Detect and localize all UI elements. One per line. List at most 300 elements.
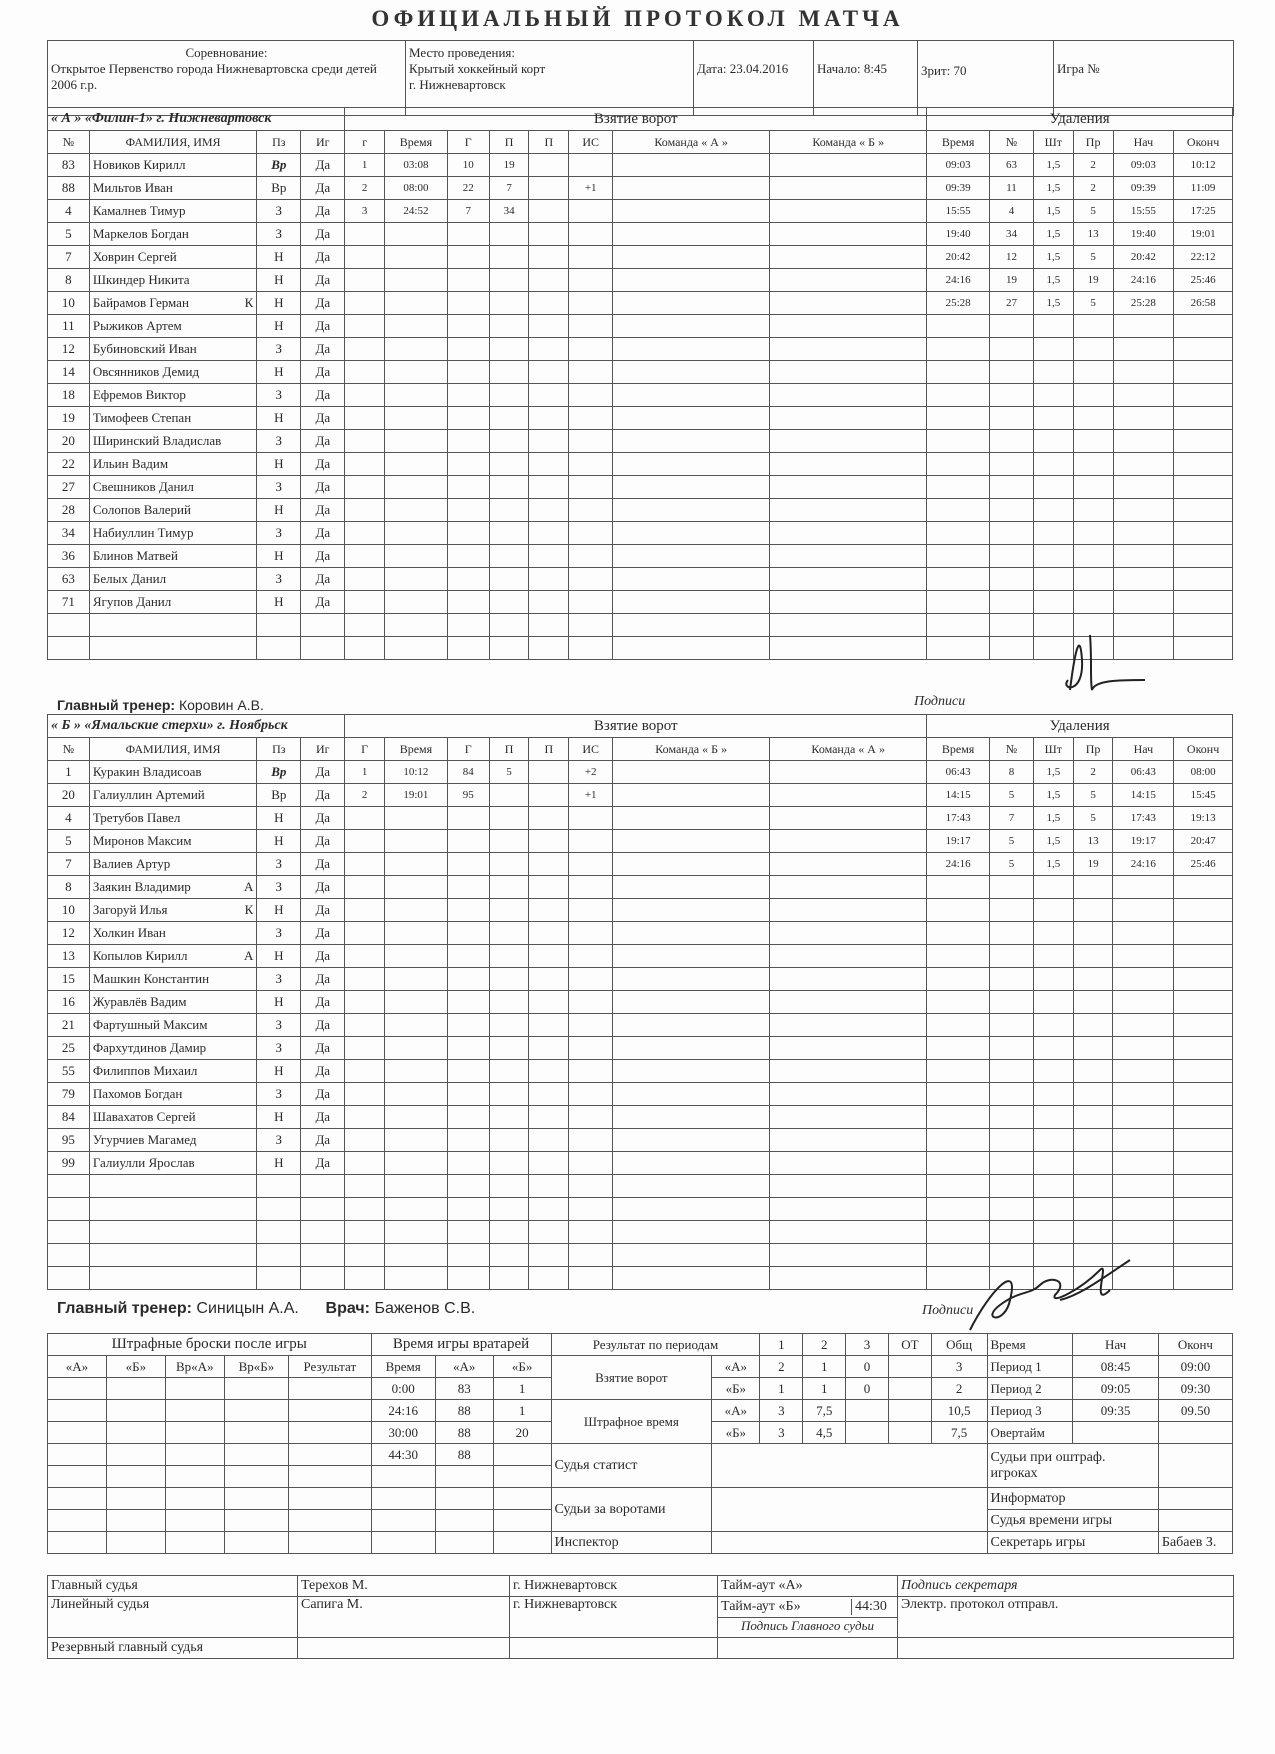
player-position: Н [257,807,301,830]
player-position: Н [257,315,301,338]
penalty-cell: 17:25 [1174,200,1233,223]
player-played: Да [301,568,345,591]
player-name: Машкин Константин [92,971,210,986]
column-header: Оконч [1174,738,1233,761]
goals-section-title: Взятие ворот [345,108,927,131]
coach-name: Синицын А.А. [196,1300,299,1317]
player-played: Да [301,1083,345,1106]
player-name-cell [89,338,256,361]
player-position: З [257,200,301,223]
table-row [48,154,1233,177]
player-name-cell [89,269,256,292]
column-header: Нач [1113,738,1174,761]
player-name: Валиев Артур [92,856,171,871]
penalty-cell: 5 [990,784,1034,807]
player-played: Да [301,476,345,499]
player-position: Н [257,830,301,853]
goals-b-total: 2 [931,1378,987,1400]
period-1-start: 08:45 [1073,1356,1159,1378]
gk-col-time: Время [371,1356,435,1378]
player-position: З [257,430,301,453]
player-name-cell [89,945,256,968]
period-2-start: 09:05 [1073,1378,1159,1400]
period-col-2: 2 [803,1334,846,1356]
player-name: Бубиновский Иван [92,341,197,356]
team-a-table [47,107,1233,660]
player-name-cell [89,968,256,991]
penalty-cell: 1,5 [1033,853,1073,876]
player-name: Филиппов Михаил [92,1063,198,1078]
goals-b-ot [888,1378,931,1400]
player-name: Мильтов Иван [92,180,173,195]
doctor-name: Баженов С.В. [374,1300,476,1317]
judge-stat-label: Судья статист [551,1444,712,1488]
goal-cell [489,784,529,807]
table-row [48,1152,1233,1175]
player-number: 16 [48,991,90,1014]
player-number: 7 [48,853,90,876]
player-number: 10 [48,292,90,315]
doctor-label: Врач: [325,1300,370,1317]
table-row [48,315,1233,338]
player-name-cell [89,177,256,200]
column-header: Команда « А » [770,738,927,761]
penalty-cell: 09:03 [927,154,990,177]
penalty-cell: 8 [990,761,1034,784]
penalty-cell: 09:39 [927,177,990,200]
table-row [48,1037,1233,1060]
player-played: Да [301,784,345,807]
pim-b-p2: 4,5 [803,1422,846,1444]
goal-cell [569,200,613,223]
column-header: Время [927,131,990,154]
player-position: З [257,876,301,899]
player-played: Да [301,522,345,545]
player-played: Да [301,292,345,315]
player-position: З [257,338,301,361]
player-number: 99 [48,1152,90,1175]
player-name-cell [89,899,256,922]
secretary-label: Секретарь игры [987,1532,1158,1554]
player-name: Байрамов Герман [92,295,189,310]
pim-a-total: 10,5 [931,1400,987,1422]
table-row [48,200,1233,223]
penalty-cell: 19 [1073,853,1113,876]
penalty-cell: 1,5 [1033,269,1073,292]
goals-a-p3: 0 [846,1356,889,1378]
venue-label: Место проведения: [409,45,516,60]
column-header: П [489,738,529,761]
period-2-label: Период 2 [987,1378,1073,1400]
pim-a-team: «А» [712,1400,760,1422]
player-played: Да [301,200,345,223]
goals-b-p1: 1 [760,1378,803,1400]
timeout-b-value: 44:30 [851,1599,897,1615]
player-played: Да [301,315,345,338]
shootout-title: Штрафные броски после игры [48,1334,372,1356]
column-header: П [489,131,529,154]
penalty-cell: 5 [1073,784,1113,807]
gk-row-3-time: 30:00 [371,1422,435,1444]
goals-b-team: «Б» [712,1378,760,1400]
reserve-referee-label: Резервный главный судья [48,1638,298,1659]
player-played: Да [301,154,345,177]
player-number: 8 [48,269,90,292]
player-name-cell [89,246,256,269]
pim-b-p1: 3 [760,1422,803,1444]
goal-cell: +1 [569,177,613,200]
player-name-cell [89,807,256,830]
player-played: Да [301,545,345,568]
player-name-cell [89,1060,256,1083]
team-a-signature-icon [1050,620,1170,700]
player-number: 83 [48,154,90,177]
penalty-cell: 24:16 [927,853,990,876]
player-name: Маркелов Богдан [92,226,189,241]
table-row [48,292,1233,315]
gk-row-3-a: 88 [435,1422,493,1444]
pim-b-ot [888,1422,931,1444]
player-name: Тимофеев Степан [92,410,192,425]
table-row [48,922,1233,945]
penalty-cell: 1,5 [1033,177,1073,200]
penalty-cell: 1,5 [1033,807,1073,830]
player-position: Вр [257,177,301,200]
player-number: 12 [48,922,90,945]
goals-label: Взятие ворот [551,1356,712,1400]
goal-cell: 2 [345,784,385,807]
pim-b-team: «Б» [712,1422,760,1444]
player-name-cell [89,1083,256,1106]
player-position: З [257,568,301,591]
table-row [48,1129,1233,1152]
player-name: Заякин Владимир [92,879,191,894]
player-played: Да [301,991,345,1014]
table-row [48,968,1233,991]
linesman-city: г. Нижневартовск [510,1597,718,1638]
goal-cell: 1 [345,154,385,177]
column-header: Шт [1033,131,1073,154]
player-number: 71 [48,591,90,614]
player-position: З [257,968,301,991]
competition-label: Соревнование: [185,45,268,60]
team-b-table [47,714,1233,1290]
player-role: А [243,879,254,894]
penalty-cell: 1,5 [1033,223,1073,246]
penalty-cell: 19:01 [1174,223,1233,246]
player-position: Н [257,292,301,315]
player-name-cell [89,853,256,876]
penalty-cell: 19 [1073,269,1113,292]
coach-label: Главный тренер: [57,1300,192,1317]
penalty-cell: 19:13 [1174,807,1233,830]
table-row [48,177,1233,200]
penalty-cell: 1,5 [1033,292,1073,315]
column-header: Пр [1073,738,1113,761]
penalty-cell: 63 [990,154,1034,177]
table-row [48,830,1233,853]
table-row [48,522,1233,545]
table-row [48,1175,1233,1198]
player-played: Да [301,1152,345,1175]
player-number: 8 [48,876,90,899]
table-row [48,945,1233,968]
column-header: Г [345,738,385,761]
player-name-cell [89,568,256,591]
team-b-coach [57,1300,475,1318]
penalty-cell: 1,5 [1033,761,1073,784]
goal-cell: +2 [569,761,613,784]
column-header: № [48,738,90,761]
penalty-cell: 14:15 [927,784,990,807]
penalty-box-judges-label: Судьи при оштраф. игроках [987,1444,1158,1488]
goals-a-p2: 1 [803,1356,846,1378]
penalty-cell: 19:40 [927,223,990,246]
penalty-cell: 5 [990,853,1034,876]
player-name-cell [89,499,256,522]
column-header: г [345,131,385,154]
player-name: Камалнев Тимур [92,203,186,218]
player-name: Третубов Павел [92,810,181,825]
player-name-cell [89,761,256,784]
player-name: Галиуллин Артемий [92,787,205,802]
venue-name: Крытый хоккейный корт [409,61,546,76]
player-played: Да [301,945,345,968]
column-header: П [529,738,569,761]
chief-referee-name: Терехов М. [298,1576,510,1597]
pim-a-ot [888,1400,931,1422]
player-played: Да [301,407,345,430]
penalty-cell: 24:16 [927,269,990,292]
gk-row-1-b: 1 [493,1378,551,1400]
team-b-signature-icon [960,1250,1160,1340]
goal-cell: 95 [447,784,489,807]
chief-referee-city: г. Нижневартовск [510,1576,718,1597]
column-header: Пр [1073,131,1113,154]
player-played: Да [301,968,345,991]
player-number: 25 [48,1037,90,1060]
table-row [48,1106,1233,1129]
match-header [47,40,1234,116]
competition-cell [48,41,406,116]
player-position: З [257,1037,301,1060]
team-a-signatures-label: Подписи [914,694,966,709]
player-name: Белых Данил [92,571,167,586]
period-col-total: Общ [931,1334,987,1356]
penalty-cell: 13 [1073,223,1113,246]
column-header: Иг [301,738,345,761]
table-row [48,384,1233,407]
player-number: 21 [48,1014,90,1037]
penalty-cell: 08:00 [1174,761,1233,784]
player-name: Свешников Данил [92,479,194,494]
shootout-col-result: Результат [289,1356,372,1378]
goal-cell: 7 [447,200,489,223]
coach-name: Коровин А.В. [178,697,264,713]
goals-section-title: Взятие ворот [345,715,927,738]
table-row [48,853,1233,876]
table-row [48,499,1233,522]
player-name: Солопов Валерий [92,502,191,517]
player-number: 84 [48,1106,90,1129]
column-header: П [529,131,569,154]
penalty-cell: 34 [990,223,1034,246]
player-name: Ховрин Сергей [92,249,177,264]
penalties-section-title: Удаления [927,715,1233,738]
shootout-col-gk-b: Вр«Б» [224,1356,288,1378]
player-position: Н [257,899,301,922]
player-role: А [243,948,254,963]
player-position: З [257,223,301,246]
penalty-cell: 5 [1073,292,1113,315]
table-row [48,338,1233,361]
player-name: Блинов Матвей [92,548,178,563]
goal-cell: 3 [345,200,385,223]
player-position: З [257,853,301,876]
chief-referee-signature-label: Подпись Главного судьи [740,1618,875,1633]
player-played: Да [301,761,345,784]
linesman-label: Линейный судья [48,1597,298,1638]
player-number: 4 [48,807,90,830]
player-number: 18 [48,384,90,407]
player-position: Н [257,246,301,269]
player-name: Холкин Иван [92,925,166,940]
column-header: Команда « Б » [770,131,927,154]
penalty-cell: 13 [1073,830,1113,853]
player-number: 5 [48,223,90,246]
secretary-signature-label: Подпись секретаря [898,1576,1234,1597]
player-name-cell [89,591,256,614]
player-position: Н [257,991,301,1014]
penalty-cell: 5 [1073,246,1113,269]
column-header: № [990,131,1034,154]
penalty-cell: 2 [1073,154,1113,177]
player-name: Ягупов Данил [92,594,172,609]
goal-cell: 34 [489,200,529,223]
time-col-start: Нач [1073,1334,1159,1356]
player-name: Угурчиев Магамед [92,1132,197,1147]
table-row [48,1060,1233,1083]
table-row [48,453,1233,476]
penalty-cell: 1,5 [1033,784,1073,807]
penalty-cell: 20:47 [1174,830,1233,853]
goal-cell: +1 [569,784,613,807]
period-2-end: 09:30 [1158,1378,1232,1400]
penalty-cell: 11:09 [1174,177,1233,200]
penalty-cell: 5 [1073,807,1113,830]
time-col-end: Оконч [1158,1334,1232,1356]
player-position: Н [257,1152,301,1175]
player-played: Да [301,177,345,200]
player-played: Да [301,1037,345,1060]
pim-a-p2: 7,5 [803,1400,846,1422]
player-played: Да [301,830,345,853]
column-header: № [48,131,90,154]
player-name: Журавлёв Вадим [92,994,187,1009]
player-position: Вр [257,784,301,807]
table-row [48,246,1233,269]
venue-city: г. Нижневартовск [409,77,506,92]
player-number: 34 [48,522,90,545]
player-number: 88 [48,177,90,200]
column-header: Нач [1113,131,1174,154]
goal-cell: 1 [345,761,385,784]
goal-cell: 19 [489,154,529,177]
penalties-section-title: Удаления [927,108,1233,131]
penalty-cell: 26:58 [1174,292,1233,315]
goal-cell: 19:01 [385,784,448,807]
column-header: ИС [569,738,613,761]
player-name: Пахомов Богдан [92,1086,183,1101]
penalty-cell: 19:17 [1113,830,1174,853]
player-position: З [257,476,301,499]
table-row [48,361,1233,384]
pim-a-p3 [846,1400,889,1422]
column-header: Команда « А » [613,131,770,154]
penalty-cell: 10:12 [1174,154,1233,177]
player-number: 4 [48,200,90,223]
goals-a-ot [888,1356,931,1378]
table-row [48,876,1233,899]
pim-a-p1: 3 [760,1400,803,1422]
informer-label: Информатор [987,1488,1158,1510]
player-position: Вр [257,154,301,177]
player-position: З [257,384,301,407]
goal-cell [529,154,569,177]
player-name-cell [89,1106,256,1129]
player-name-cell [89,315,256,338]
player-number: 55 [48,1060,90,1083]
secretary-name: Бабаев З. [1158,1532,1232,1554]
player-name: Ефремов Виктор [92,387,186,402]
player-name: Новиков Кирилл [92,157,186,172]
goals-b-p3: 0 [846,1378,889,1400]
coach-label: Главный тренер: [57,697,176,713]
table-row [48,1083,1233,1106]
game-summary [47,1333,1233,1554]
gk-row-4-time: 44:30 [371,1444,435,1466]
player-name: Галиулли Ярослав [92,1155,195,1170]
player-number: 20 [48,430,90,453]
player-played: Да [301,1106,345,1129]
period-3-label: Период 3 [987,1400,1073,1422]
player-name-cell [89,223,256,246]
player-played: Да [301,1060,345,1083]
penalty-cell: 5 [1073,200,1113,223]
column-header: Шт [1033,738,1073,761]
penalty-cell: 09:03 [1113,154,1174,177]
goal-cell: 24:52 [385,200,448,223]
player-position: Н [257,269,301,292]
player-name: Куракин Владисоав [92,764,202,779]
player-name-cell [89,1037,256,1060]
player-number: 7 [48,246,90,269]
column-header: Команда « Б » [613,738,770,761]
table-row [48,476,1233,499]
penalty-cell: 17:43 [927,807,990,830]
player-position: З [257,1129,301,1152]
goal-cell [529,784,569,807]
period-1-end: 09:00 [1158,1356,1232,1378]
column-header: № [990,738,1034,761]
penalty-cell: 06:43 [1113,761,1174,784]
timeout-b: Тайм-аут «Б» [721,1599,801,1614]
goal-judges-label: Судьи за воротами [551,1488,712,1532]
team-a-coach [57,697,264,713]
penalty-cell: 1,5 [1033,200,1073,223]
column-header: ФАМИЛИЯ, ИМЯ [89,738,256,761]
player-name: Ильин Вадим [92,456,169,471]
